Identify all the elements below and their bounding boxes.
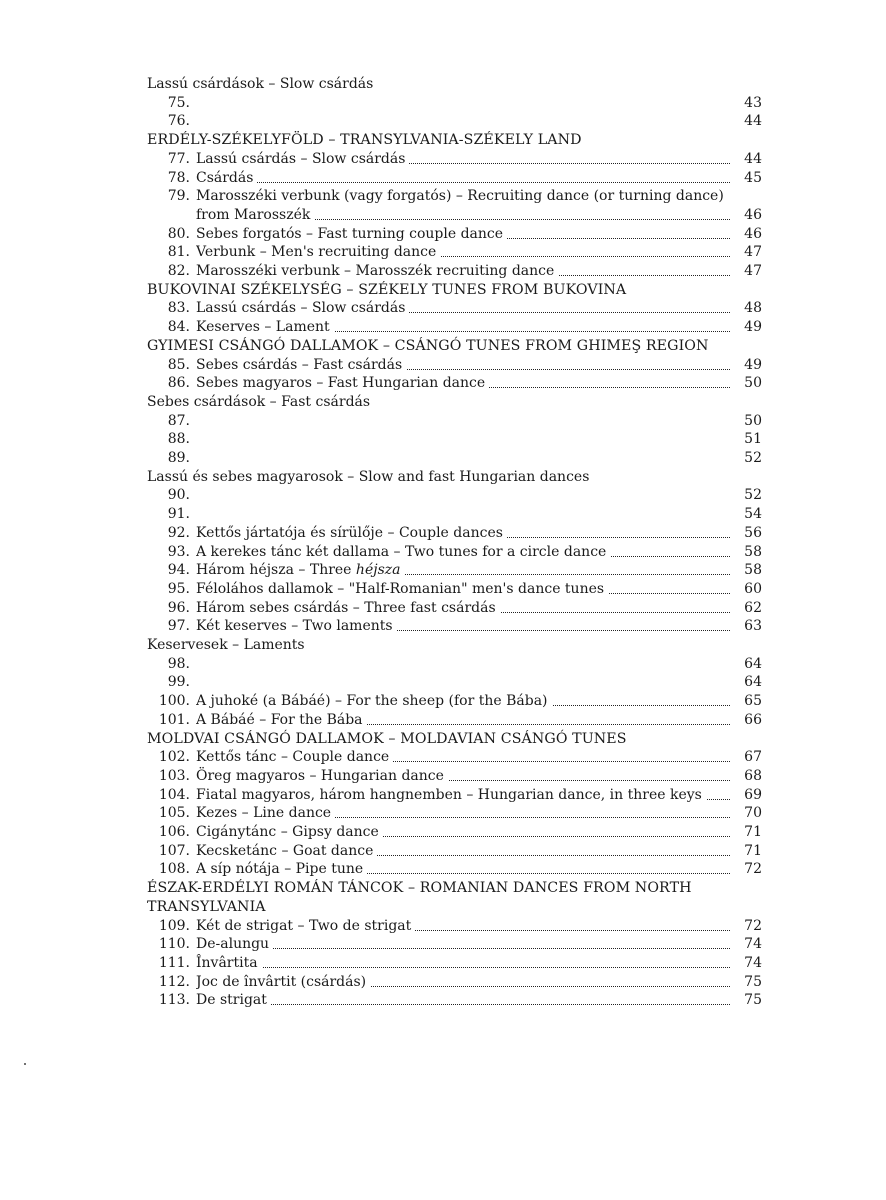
toc-entry bbox=[0, 747, 886, 767]
page-number: 62 bbox=[744, 599, 762, 616]
toc-entry bbox=[0, 411, 886, 431]
entry-title: Marosszéki verbunk (vagy forgatós) – Recruiting dance (or turning dance) bbox=[196, 188, 724, 205]
toc-entry bbox=[0, 224, 886, 244]
entry-title: Învârtita bbox=[196, 955, 262, 971]
page-number: 58 bbox=[744, 543, 762, 560]
entry-title: Sebes forgatós – Fast turning couple dance bbox=[196, 226, 507, 242]
entry-title: A síp nótája – Pipe tune bbox=[196, 861, 367, 877]
entry-number: 112. bbox=[158, 973, 190, 990]
entry-title: from Marosszék bbox=[196, 207, 314, 223]
section-heading: GYIMESI CSÁNGÓ DALLAMOK – CSÁNGÓ TUNES FROM GHIMEŞ REGION bbox=[147, 337, 709, 354]
page-number: 49 bbox=[744, 356, 762, 373]
entry-number: 77. bbox=[167, 150, 190, 167]
section-heading: Lassú és sebes magyarosok – Slow and fast Hungarian dances bbox=[147, 468, 590, 485]
toc-entry bbox=[0, 710, 886, 730]
page-number: 56 bbox=[744, 524, 762, 541]
entry-number: 93. bbox=[167, 543, 190, 560]
toc-entry-first-line bbox=[0, 186, 886, 206]
entry-number: 102. bbox=[158, 749, 190, 766]
entry-number: 97. bbox=[167, 618, 190, 635]
entry-title: Lassú csárdás – Slow csárdás bbox=[196, 151, 409, 167]
page-number: 44 bbox=[744, 113, 762, 130]
toc-entry bbox=[0, 841, 886, 861]
page-number: 60 bbox=[744, 580, 762, 597]
entry-number: 82. bbox=[167, 263, 190, 279]
entry-number: 96. bbox=[167, 599, 190, 616]
entry-leader bbox=[196, 953, 730, 973]
page-number: 64 bbox=[744, 674, 762, 691]
entry-number: 90. bbox=[167, 487, 190, 504]
toc-entry bbox=[0, 691, 886, 711]
entry-number: 98. bbox=[167, 655, 190, 672]
page-number: 64 bbox=[744, 655, 762, 672]
section-heading: Sebes csárdások – Fast csárdás bbox=[147, 393, 371, 410]
entry-number: 108. bbox=[158, 861, 190, 878]
toc-entry bbox=[0, 205, 886, 225]
page-number: 52 bbox=[744, 487, 762, 504]
entry-title: Két keserves – Two laments bbox=[196, 618, 397, 634]
page-number: 46 bbox=[744, 225, 762, 242]
entry-number: 89. bbox=[167, 450, 190, 466]
entry-title: Marosszéki verbunk – Marosszék recruiting dance bbox=[196, 263, 558, 279]
entry-title: A juhoké (a Bábáé) – For the sheep (for the Bába) bbox=[196, 693, 552, 709]
entry-leader bbox=[196, 972, 730, 992]
page-number: 71 bbox=[744, 842, 762, 859]
entry-leader bbox=[196, 242, 730, 262]
entry-leader bbox=[196, 598, 730, 618]
section-heading: Keservesek – Laments bbox=[147, 637, 305, 653]
entry-leader bbox=[196, 355, 730, 375]
dot-leader bbox=[196, 1004, 730, 1005]
page-number: 48 bbox=[744, 300, 762, 317]
entry-title: Féloláhos dallamok – "Half-Romanian" men's dance tunes bbox=[196, 581, 608, 597]
entry-title: Három héjsza – Three héjsza bbox=[196, 562, 404, 578]
dot-leader bbox=[196, 182, 730, 183]
toc-entry bbox=[0, 916, 886, 936]
entry-leader bbox=[196, 373, 730, 393]
entry-title: Csárdás bbox=[196, 170, 257, 186]
entry-leader bbox=[196, 149, 730, 169]
entry-leader bbox=[196, 298, 730, 318]
entry-title: Öreg magyaros – Hungarian dance bbox=[196, 768, 448, 784]
page-number: 74 bbox=[744, 936, 762, 953]
entry-number: 105. bbox=[158, 805, 190, 822]
toc-entry bbox=[0, 298, 886, 318]
entry-title: Cigánytánc – Gipsy dance bbox=[196, 824, 383, 840]
entry-title: Sebes magyaros – Fast Hungarian dance bbox=[196, 375, 489, 391]
entry-title: Joc de învârtit (csárdás) bbox=[196, 974, 370, 990]
toc-entry bbox=[0, 168, 886, 188]
section-heading-continued: TRANSYLVANIA bbox=[147, 898, 266, 915]
toc-entry bbox=[0, 93, 886, 113]
toc-entry bbox=[0, 766, 886, 786]
entry-number: 99. bbox=[167, 674, 190, 691]
entry-leader bbox=[196, 224, 730, 244]
entry-leader bbox=[196, 841, 730, 861]
entry-number: 111. bbox=[158, 954, 190, 971]
section-heading: Lassú csárdások – Slow csárdás bbox=[147, 76, 374, 92]
entry-leader bbox=[196, 747, 730, 767]
entry-leader bbox=[196, 710, 730, 730]
toc-entry bbox=[0, 803, 886, 823]
page-number: 67 bbox=[744, 749, 762, 766]
entry-number: 109. bbox=[158, 917, 190, 934]
entry-number: 101. bbox=[158, 711, 190, 728]
entry-number: 86. bbox=[167, 375, 190, 392]
dot-leader bbox=[196, 948, 730, 949]
entry-leader bbox=[196, 934, 730, 954]
entry-leader bbox=[196, 205, 730, 225]
entry-number: 92. bbox=[167, 524, 190, 541]
page-number: 50 bbox=[744, 412, 762, 429]
page-number: 47 bbox=[744, 244, 762, 261]
toc-entry bbox=[0, 560, 886, 580]
page-number: 74 bbox=[744, 954, 762, 971]
entry-leader bbox=[196, 168, 730, 188]
entry-number: 106. bbox=[158, 824, 190, 840]
entry-leader bbox=[196, 542, 730, 562]
toc-entry bbox=[0, 373, 886, 393]
section-heading: ERDÉLY-SZÉKELYFÖLD – TRANSYLVANIA-SZÉKELY LAND bbox=[147, 132, 582, 149]
entry-leader bbox=[196, 579, 730, 599]
toc-entry bbox=[0, 654, 886, 674]
entry-leader bbox=[196, 560, 730, 580]
page-number: 75 bbox=[744, 992, 762, 1009]
entry-number: 78. bbox=[167, 169, 190, 186]
entry-number: 76. bbox=[167, 113, 190, 130]
page-number: 58 bbox=[744, 562, 762, 579]
toc-entry bbox=[0, 523, 886, 543]
entry-leader bbox=[196, 990, 730, 1010]
entry-title: Fiatal magyaros, három hangnemben – Hungarian dance, in three keys bbox=[196, 787, 706, 803]
entry-title: Kettős jártatója és sírülője – Couple dances bbox=[196, 525, 507, 541]
entry-number: 110. bbox=[158, 936, 190, 953]
entry-number: 85. bbox=[167, 356, 190, 373]
entry-leader bbox=[196, 803, 730, 823]
toc-entry bbox=[0, 598, 886, 618]
entry-title: De strigat bbox=[196, 992, 271, 1008]
page-number: 70 bbox=[744, 805, 762, 822]
entry-title: Kettős tánc – Couple dance bbox=[196, 749, 393, 765]
entry-leader bbox=[196, 317, 730, 337]
entry-number: 81. bbox=[167, 244, 190, 261]
entry-title: Kezes – Line dance bbox=[196, 805, 335, 821]
toc-entry bbox=[0, 448, 886, 468]
entry-number: 107. bbox=[158, 842, 190, 859]
entry-number: 94. bbox=[167, 562, 190, 579]
page-number: 72 bbox=[744, 917, 762, 934]
toc-entry bbox=[0, 672, 886, 692]
page-number: 63 bbox=[744, 618, 762, 635]
entry-title: A Bábáé – For the Bába bbox=[196, 712, 367, 728]
entry-title: Három sebes csárdás – Three fast csárdás bbox=[196, 600, 500, 616]
page-number: 52 bbox=[744, 450, 762, 466]
entry-title: Verbunk – Men's recruiting dance bbox=[196, 244, 440, 260]
toc-entry bbox=[0, 485, 886, 505]
page-number: 51 bbox=[744, 431, 762, 448]
section-heading: MOLDVAI CSÁNGÓ DALLAMOK – MOLDAVIAN CSÁNGÓ TUNES bbox=[147, 730, 627, 747]
toc-entry bbox=[0, 504, 886, 524]
entry-leader bbox=[196, 822, 730, 842]
page-number: 47 bbox=[744, 263, 762, 279]
entry-number: 100. bbox=[158, 693, 190, 710]
margin-speck bbox=[24, 1063, 26, 1065]
entry-number: 103. bbox=[158, 767, 190, 784]
entry-title: De-alungu bbox=[196, 936, 273, 952]
page-number: 75 bbox=[744, 973, 762, 990]
page-number: 54 bbox=[744, 506, 762, 523]
entry-leader bbox=[196, 766, 730, 786]
page-number: 44 bbox=[744, 150, 762, 167]
section-heading: ÉSZAK-ERDÉLYI ROMÁN TÁNCOK – ROMANIAN DANCES FROM NORTH bbox=[147, 880, 692, 897]
entry-number: 84. bbox=[167, 319, 190, 336]
toc-entry bbox=[0, 934, 886, 954]
entry-number: 75. bbox=[167, 94, 190, 111]
toc-entry bbox=[0, 953, 886, 973]
entry-number: 95. bbox=[167, 580, 190, 597]
page-number: 66 bbox=[744, 711, 762, 728]
dot-leader bbox=[196, 967, 730, 968]
toc-entry bbox=[0, 972, 886, 992]
entry-leader bbox=[196, 859, 730, 879]
entry-title: Sebes csárdás – Fast csárdás bbox=[196, 357, 406, 373]
toc-entry bbox=[0, 579, 886, 599]
section-heading: BUKOVINAI SZÉKELYSÉG – SZÉKELY TUNES FROM BUKOVINA bbox=[147, 281, 627, 298]
entry-leader bbox=[196, 916, 730, 936]
page-number: 72 bbox=[744, 861, 762, 878]
entry-number: 83. bbox=[167, 300, 190, 317]
entry-number: 104. bbox=[158, 786, 190, 803]
entry-number: 80. bbox=[167, 225, 190, 242]
entry-title: Keserves – Lament bbox=[196, 319, 334, 335]
entry-title: Két de strigat – Two de strigat bbox=[196, 918, 415, 934]
entry-number: 91. bbox=[167, 506, 190, 523]
page-number: 65 bbox=[744, 693, 762, 710]
toc-entry bbox=[0, 149, 886, 169]
entry-leader bbox=[196, 691, 730, 711]
entry-leader bbox=[196, 785, 730, 805]
toc-entry bbox=[0, 990, 886, 1010]
toc-entry bbox=[0, 542, 886, 562]
toc-entry bbox=[0, 822, 886, 842]
toc-entry bbox=[0, 355, 886, 375]
page-number: 71 bbox=[744, 824, 762, 840]
page-number: 49 bbox=[744, 319, 762, 336]
entry-number: 88. bbox=[167, 431, 190, 448]
entry-leader bbox=[196, 616, 730, 636]
entry-title: Kecsketánc – Goat dance bbox=[196, 843, 377, 859]
page-number: 69 bbox=[744, 786, 762, 803]
toc-entry bbox=[0, 242, 886, 262]
page-number: 45 bbox=[744, 169, 762, 186]
toc-entry bbox=[0, 616, 886, 636]
entry-title: Lassú csárdás – Slow csárdás bbox=[196, 300, 409, 316]
toc-entry bbox=[0, 785, 886, 805]
entry-leader bbox=[196, 523, 730, 543]
toc-entry bbox=[0, 261, 886, 281]
toc-entry bbox=[0, 317, 886, 337]
entry-number: 113. bbox=[158, 992, 190, 1009]
entry-title: A kerekes tánc két dallama – Two tunes for a circle dance bbox=[196, 544, 610, 560]
entry-leader bbox=[196, 261, 730, 281]
toc-entry bbox=[0, 111, 886, 131]
page-number: 50 bbox=[744, 375, 762, 392]
page-number: 43 bbox=[744, 94, 762, 111]
entry-title-emphasis: héjsza bbox=[355, 562, 401, 579]
entry-number: 87. bbox=[167, 412, 190, 429]
page-number: 68 bbox=[744, 767, 762, 784]
entry-number: 79. bbox=[167, 188, 190, 205]
toc-entry bbox=[0, 859, 886, 879]
page-number: 46 bbox=[744, 206, 762, 223]
toc-entry bbox=[0, 429, 886, 449]
